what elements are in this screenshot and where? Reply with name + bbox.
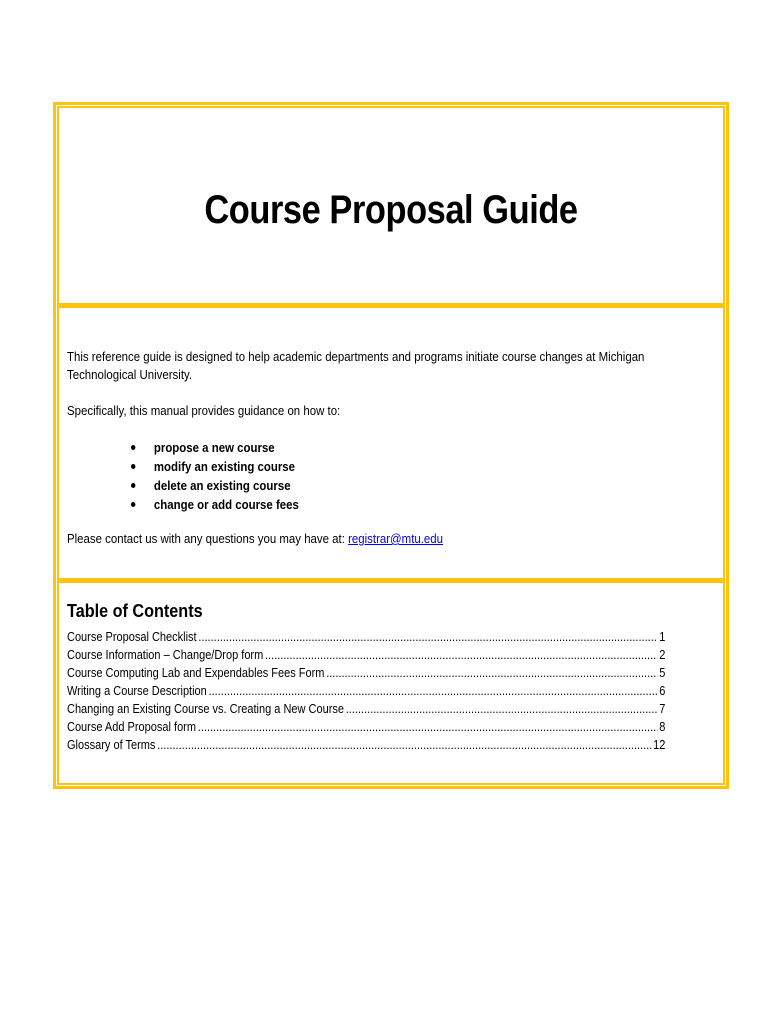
toc-page-number: 7	[659, 702, 666, 716]
task-list-item	[131, 495, 299, 514]
toc-entry[interactable]	[67, 628, 665, 646]
toc-page-number: 5	[659, 666, 666, 680]
toc-leader-dots	[326, 664, 657, 682]
intro-paragraph: This reference guide is designed to help academic departments and programs initiate course changes at Michigan Technological University.	[67, 349, 645, 382]
toc-entry[interactable]	[67, 646, 665, 664]
bullet-icon	[131, 445, 135, 450]
toc-heading: Table of Contents	[67, 601, 203, 621]
task-list-item	[131, 457, 299, 476]
toc-page-number: 2	[659, 648, 666, 662]
toc-entry-label: Course Information – Change/Drop form	[67, 648, 264, 662]
toc-leader-dots	[157, 736, 651, 754]
contact-paragraph	[67, 530, 443, 548]
toc-section	[57, 581, 725, 785]
task-list-item	[131, 476, 299, 495]
toc-entry[interactable]	[67, 718, 665, 736]
bullet-icon	[131, 464, 135, 469]
contact-text: Please contact us with any questions you may have at:	[67, 531, 345, 546]
toc-page-number: 6	[659, 684, 666, 698]
toc-page-number: 12	[653, 738, 666, 752]
bullet-icon	[131, 502, 135, 507]
toc-leader-dots	[346, 700, 658, 718]
toc-entry[interactable]	[67, 682, 665, 700]
page-title: Course Proposal Guide	[204, 188, 578, 232]
bullet-icon	[131, 483, 135, 488]
toc-list	[67, 628, 665, 754]
specifically-paragraph: Specifically, this manual provides guidance on how to:	[67, 403, 341, 418]
toc-entry[interactable]	[67, 700, 665, 718]
intro-section	[57, 306, 725, 583]
task-label: change or add course fees	[153, 497, 299, 512]
title-section	[57, 106, 725, 308]
task-list-item	[131, 438, 299, 457]
toc-leader-dots	[198, 718, 658, 736]
toc-leader-dots	[265, 646, 657, 664]
toc-entry[interactable]	[67, 664, 665, 682]
task-label: delete an existing course	[153, 478, 291, 493]
task-label: propose a new course	[153, 440, 275, 455]
toc-entry-label: Writing a Course Description	[67, 684, 207, 698]
toc-page-number: 8	[659, 720, 666, 734]
toc-entry-label: Changing an Existing Course vs. Creating a New Course	[67, 702, 344, 716]
email-link[interactable]: registrar@mtu.edu	[348, 531, 444, 546]
task-label: modify an existing course	[153, 459, 296, 474]
toc-page-number: 1	[659, 630, 666, 644]
toc-entry[interactable]	[67, 736, 665, 754]
task-list	[131, 438, 299, 514]
toc-entry-label: Course Add Proposal form	[67, 720, 197, 734]
toc-entry-label: Glossary of Terms	[67, 738, 156, 752]
toc-entry-label: Course Proposal Checklist	[67, 630, 197, 644]
toc-leader-dots	[209, 682, 658, 700]
toc-leader-dots	[198, 628, 657, 646]
toc-entry-label: Course Computing Lab and Expendables Fees Form	[67, 666, 325, 680]
